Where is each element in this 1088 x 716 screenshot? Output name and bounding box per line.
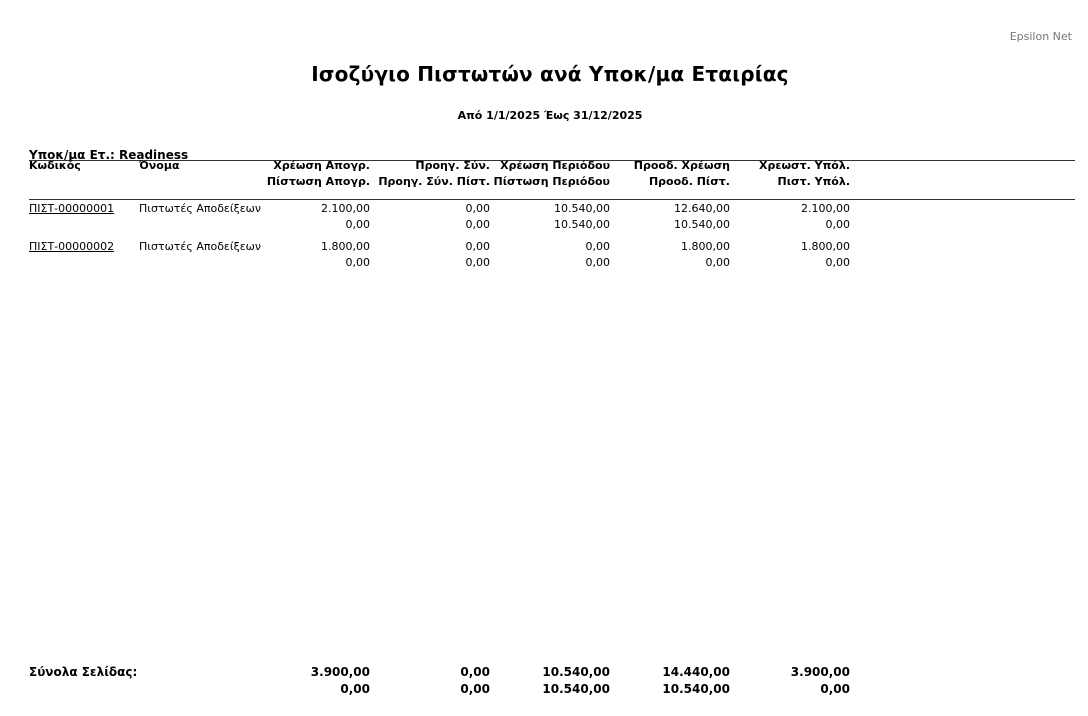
header-bottom-rule <box>29 199 1075 200</box>
report-period: Από 1/1/2025 Έως 31/12/2025 <box>457 109 643 122</box>
total-opening-credit: 0,00 <box>340 682 370 696</box>
total-debit-balance: 3.900,00 <box>790 665 850 679</box>
total-cumulative-debit: 14.440,00 <box>662 665 730 679</box>
header-opening-credit: Πίστωση Απογρ. <box>266 175 370 188</box>
row-prev-total: 0,00 <box>465 202 490 215</box>
total-prev-total-credit: 0,00 <box>460 682 490 696</box>
row-opening-credit: 0,00 <box>345 218 370 231</box>
total-opening-debit: 3.900,00 <box>310 665 370 679</box>
header-period-debit: Χρέωση Περιόδου <box>500 159 610 172</box>
header-cumulative-debit: Προοδ. Χρέωση <box>633 159 730 172</box>
total-credit-balance: 0,00 <box>820 682 850 696</box>
row-cumulative-credit: 10.540,00 <box>674 218 730 231</box>
total-period-debit: 10.540,00 <box>542 665 610 679</box>
total-prev-total: 0,00 <box>460 665 490 679</box>
row-debit-balance: 1.800,00 <box>801 240 850 253</box>
total-period-credit: 10.540,00 <box>542 682 610 696</box>
header-credit-balance: Πιστ. Υπόλ. <box>777 175 850 188</box>
report-title: Ισοζύγιο Πιστωτών ανά Υποκ/μα Εταιρίας <box>311 62 789 86</box>
row-opening-debit: 2.100,00 <box>321 202 370 215</box>
row-debit-balance: 2.100,00 <box>801 202 850 215</box>
row-prev-total: 0,00 <box>465 240 490 253</box>
row-cumulative-debit: 1.800,00 <box>681 240 730 253</box>
row-opening-credit: 0,00 <box>345 256 370 269</box>
row-name: Πιστωτές Αποδείξεων <box>139 240 262 253</box>
header-opening-debit: Χρέωση Απογρ. <box>273 159 370 172</box>
row-cumulative-credit: 0,00 <box>705 256 730 269</box>
totals-label: Σύνολα Σελίδας: <box>29 665 138 679</box>
row-code-link[interactable]: ΠΙΣΤ-00000001 <box>29 202 115 215</box>
row-period-debit: 10.540,00 <box>554 202 610 215</box>
row-credit-balance: 0,00 <box>825 256 850 269</box>
total-cumulative-credit: 10.540,00 <box>662 682 730 696</box>
header-name: Όνομα <box>139 159 180 172</box>
row-prev-total-credit: 0,00 <box>465 256 490 269</box>
header-debit-balance: Χρεωστ. Υπόλ. <box>759 159 850 172</box>
brand-label: Epsilon Net <box>1009 30 1072 43</box>
group-label: Υποκ/μα Ετ.: Readiness <box>29 148 189 162</box>
header-period-credit: Πίστωση Περιόδου <box>493 175 610 188</box>
row-period-credit: 10.540,00 <box>554 218 610 231</box>
row-code-link[interactable]: ΠΙΣΤ-00000002 <box>29 240 115 253</box>
header-prev-total-credit: Προηγ. Σύν. Πίστ. <box>378 175 490 188</box>
row-name: Πιστωτές Αποδείξεων <box>139 202 262 215</box>
row-prev-total-credit: 0,00 <box>465 218 490 231</box>
row-period-debit: 0,00 <box>585 240 610 253</box>
header-code: Κωδικός <box>29 159 81 172</box>
row-cumulative-debit: 12.640,00 <box>674 202 730 215</box>
header-cumulative-credit: Προοδ. Πίστ. <box>648 175 730 188</box>
row-credit-balance: 0,00 <box>825 218 850 231</box>
header-prev-total: Προηγ. Σύν. <box>415 159 490 172</box>
row-opening-debit: 1.800,00 <box>321 240 370 253</box>
row-period-credit: 0,00 <box>585 256 610 269</box>
